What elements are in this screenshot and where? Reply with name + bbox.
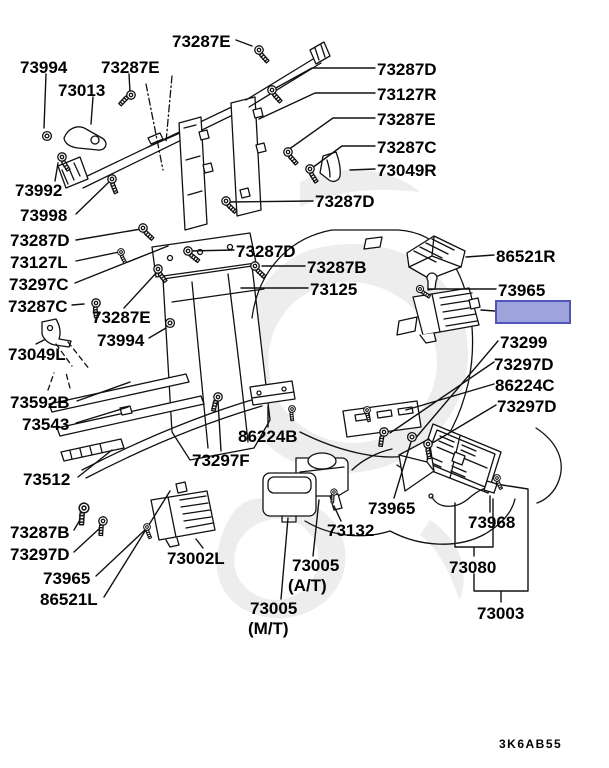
part-label: 73297F: [192, 451, 250, 470]
part-label: 73287E: [92, 308, 151, 327]
part-label: 73297D: [494, 355, 554, 374]
group-brackets: [455, 484, 528, 602]
part-label: 73287D: [377, 60, 437, 79]
part-label: 86224C: [495, 376, 555, 395]
part-label: 73543: [22, 415, 70, 434]
part-label: 73287C: [8, 297, 68, 316]
bracket-73049l: [42, 319, 71, 347]
part-label: 73005: [250, 599, 298, 618]
part-label: 73013: [58, 81, 106, 100]
part-label: 73005: [292, 556, 340, 575]
highlighted-part-label: [495, 300, 571, 324]
part-label: 73592B: [10, 393, 70, 412]
part-label: 73965: [368, 499, 416, 518]
part-label: 73003: [477, 604, 525, 623]
part-label: 73965: [498, 281, 546, 300]
part-label: 73299: [500, 333, 548, 352]
part-label: 73125: [310, 280, 358, 299]
part-label: 73968: [468, 513, 516, 532]
part-label: 73287E: [101, 58, 160, 77]
deck-plates: [179, 97, 266, 230]
part-label: (A/T): [288, 576, 327, 595]
part-label: 73287D: [10, 231, 70, 250]
bracket-73013: [64, 127, 106, 150]
part-label: 86521L: [40, 590, 98, 609]
diagram-code: 3K6AB55: [499, 737, 563, 751]
part-label: 73080: [449, 558, 497, 577]
part-label: 73287B: [10, 523, 70, 542]
part-label: 73994: [97, 331, 145, 350]
part-label: 73998: [20, 206, 68, 225]
part-label: 73297D: [10, 545, 70, 564]
part-label: 73049L: [8, 345, 66, 364]
part-label: 73049R: [377, 161, 437, 180]
part-label: 73127L: [10, 253, 68, 272]
part-label: 73132: [327, 521, 375, 540]
part-label: 86224B: [238, 427, 298, 446]
part-label: 73287B: [307, 258, 367, 277]
part-label: 73287C: [377, 138, 437, 157]
part-label: 73512: [23, 470, 71, 489]
part-label: 73287D: [236, 242, 296, 261]
part-label: 86521R: [496, 247, 556, 266]
part-label: 73287E: [377, 110, 436, 129]
part-label: 73287D: [315, 192, 375, 211]
part-label: 73992: [15, 181, 63, 200]
part-label: 73297C: [9, 275, 69, 294]
side-vent-left: [151, 482, 215, 547]
part-label: 73965: [43, 569, 91, 588]
console-box-mt: [263, 473, 316, 522]
part-label: 73127R: [377, 85, 437, 104]
part-label: 73002L: [167, 549, 225, 568]
part-label: 73297D: [497, 397, 557, 416]
part-label: 73994: [20, 58, 68, 77]
part-label: (M/T): [248, 619, 289, 638]
part-label: 73287E: [172, 32, 231, 51]
